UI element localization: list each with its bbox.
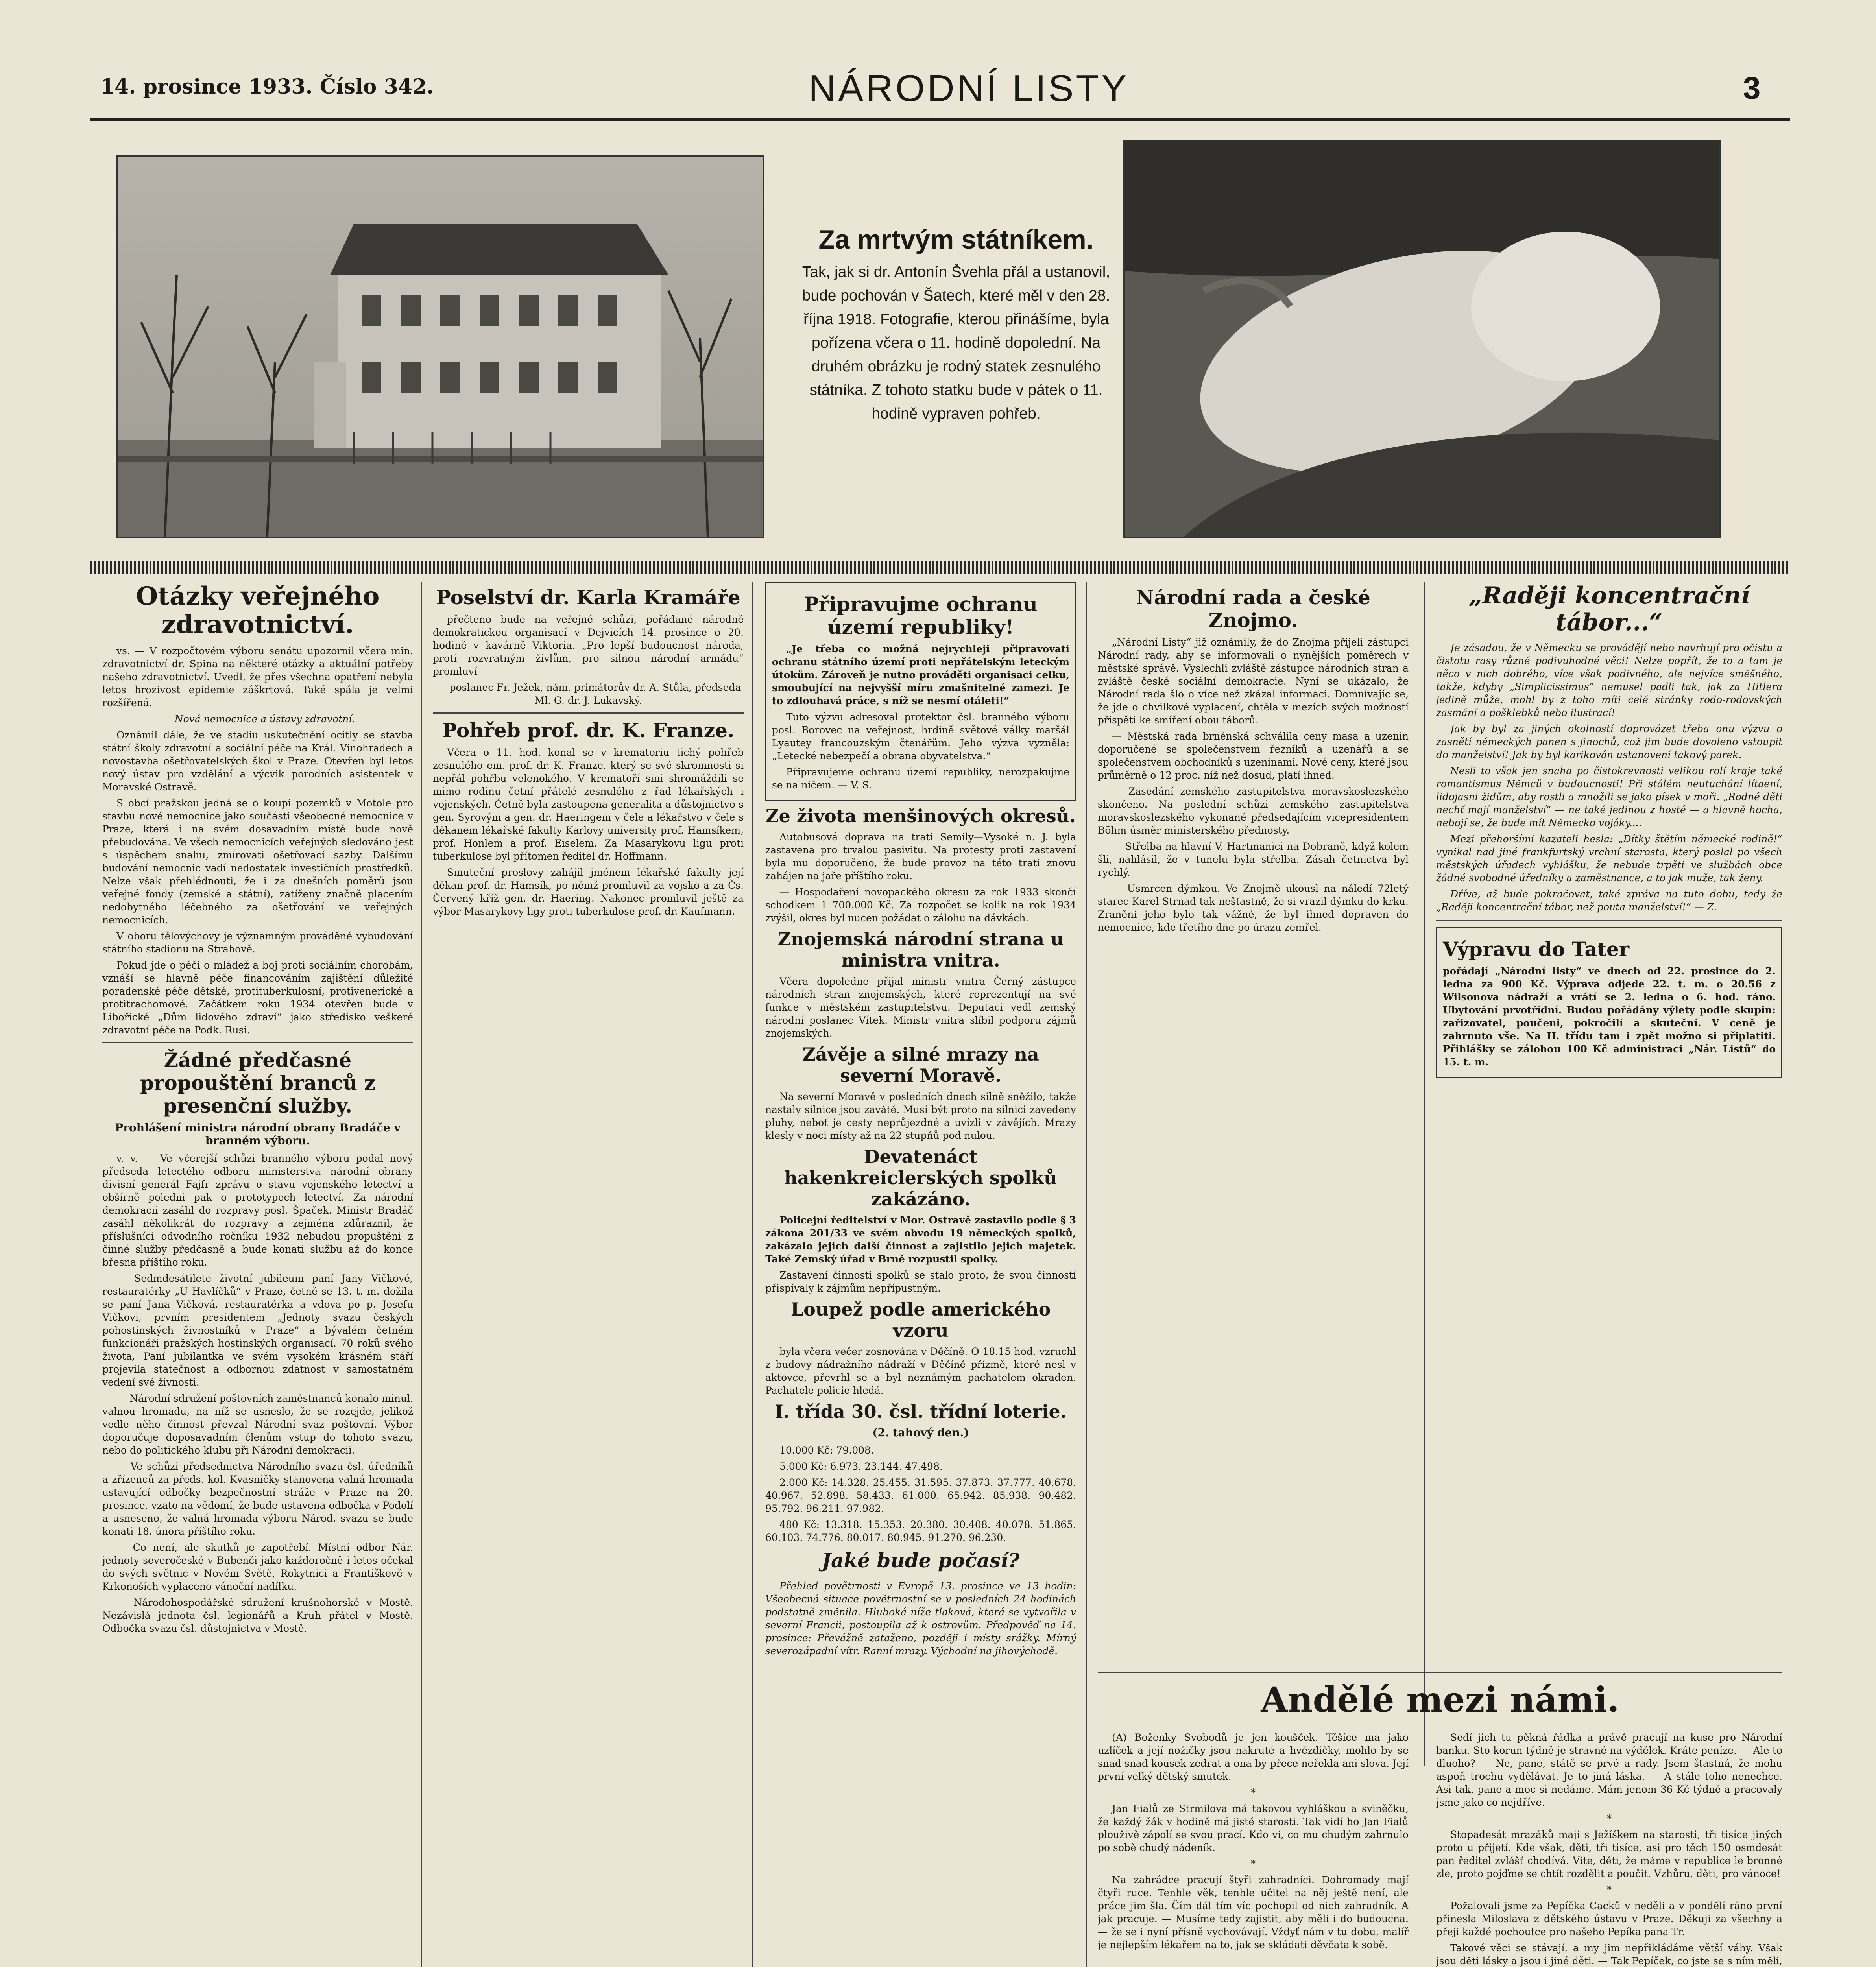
page-number: 3 xyxy=(1743,70,1761,105)
paragraph: — Co není, ale skutků je zapotřebí. Místní odbor Nár. jednoty severočeské v Bubenči jako každoročně i letos očekal do svých světnic v Novém Světě, Rokytnici a Františkově v Krkonoších vyplaceno vánoční nadílku. xyxy=(102,1542,413,1592)
lead: „Je třeba co možná nejrychleji připravovati ochranu státního území proti nepřátelským leteckým útokům. Zároveň je nutno prováděti organisaci celku, smoubující na nejvyšší míru zmašnitelné zamezi. Je to zdlouhavá práce, s níž se nesmí otáleti!“ xyxy=(772,643,1069,707)
paragraph: Jak by byl za jiných okolností doprovázet třeba onu výzvu o zasnětí německých panen s jinochů, což jim bude dovoleno vstoupit do manželství! Jak by byl karikován ustanovení takový parek. xyxy=(1436,723,1782,760)
photo-caption-block xyxy=(787,224,1125,426)
box-pripravujme xyxy=(765,582,1076,801)
separator-asterisk: * xyxy=(1250,1858,1256,1869)
photo-feature-title: Za mrtvým státníkem. xyxy=(818,225,1094,255)
paragraph: Jan Fialů ze Strmilova má takovou vyhláškou a sviněčku, že každý žák v hodině má jisté starosti. Tak vidí ho Jan Fialů plouživě zápolí se svou prací. Kdo ví, co mu chudým zahrnulo po sobě chudý nádeník. xyxy=(1098,1803,1409,1853)
headline-zivot: Ze života menšinových okresů. xyxy=(765,805,1076,827)
paragraph: Požalovali jsme za Pepíčka Cacků v neděli a v pondělí ráno první přinesla Miloslava z dětského ústavu v Praze. Děkuji za všechny a přeji každé pochoutce pro našeho Pepíka pana Tr. xyxy=(1436,1900,1782,1937)
paragraph: „Národní Listy“ již oznámily, že do Znojma přijeli zástupci Národní rady, aby se informovali o nynějších poměrech v městské správě. Vyslechli zvláště zástupce národních stran a zvláště české sociální demokracie. Nyní se ukázalo, že Národní rada šlo o více než zkázal informaci. Domnívajíc se, že jde o chvilkové vyplacení, chtěla v mezích svých možností přispěti ke smíření obou táborů. xyxy=(1098,637,1409,726)
photo-farmstead xyxy=(116,155,764,538)
paragraph: Tuto výzvu adresoval protektor čsl. branného výboru posl. Borovec na veřejnost, hrdině světové války maršál Lyautey francouzským čtenářům. Jeho výzva vyzněla: „Letecké nebezpečí a obrana obyvatelstva.“ xyxy=(772,711,1069,762)
column-rule-4 xyxy=(1424,582,1425,1766)
article-rule xyxy=(102,1042,413,1043)
paragraph: — Městská rada brněnská schválila ceny masa a uzenin doporučené se společenstvem řezníků a uzenářů a se společenstvem obchodníků s uzeninami. Nové ceny, které jsou průměrně o 12 proc. níž než dosud, platí ihned. xyxy=(1098,731,1409,781)
paragraph: Dříve, až bude pokračovat, také zpráva na tuto dobu, tedy že „Raději koncentrační tábor, než pouta manželství!“ — Z. xyxy=(1436,888,1782,913)
paragraph: — Národohospodářské sdružení krušnohorské v Mostě. Nezávislá jednota čsl. legionářů a Kruh přátel v Mostě. Odbočka svazu čsl. důstojnictva v Mostě. xyxy=(102,1597,413,1634)
paragraph: — Ve schůzi předsednictva Národního svazu čsl. úředníků a zřízenců za předs. kol. Kvasničky stanovena valná hromada ustavující odbočky bezpečnostní stráže v Praze na 20. prosince, vzato na vědomí, že bude ustavena odbočka v Podolí a usneseno, že valná hromada výboru Národ. svazu se bude konati 18. února příštího roku. xyxy=(102,1461,413,1537)
headline-pohreb: Pohřeb prof. dr. K. Franze. xyxy=(442,719,735,742)
paragraph: Takové věci se stávají, a my jim nepřikládáme větší váhy. Však jsou děti lásky a jsou i jiné děti. — Tak Pepíček, co jste se s ním měli, xyxy=(1436,1942,1782,1967)
farmstead-illustration xyxy=(118,157,763,537)
paragraph: Sedí jich tu pěkná řádka a právě pracují na kuse pro Národní banku. Sto korun týdně je stravné na výdělek. Kráte peníze. — Ale to dluoho? — Ne, pane, státě se prvé a rady. Jsem šťastná, že mohu aspoň trochu vydělávat. Je to jiná láska. — A stále toho nenechce. Asi tak, pane a moc si nedáme. Mám jenom 36 Kč týdně a pracovaly jsme jako co nejdříve. xyxy=(1436,1732,1782,1808)
paragraph: Oznámil dále, že ve stadiu uskutečnění ocitly se stavba státní školy zdravotní a sociální péče na Král. Vinohradech a novostavba ošetřovatelských škol v Praze. Otevřen byl letos nový ústav pro vzdělání a výcvik porodních asistentek v Moravské Ostravě. xyxy=(102,729,413,793)
paragraph: Mezi přehoršími kazateli hesla: „Dítky štětím německé rodině!“ vynikal nad jiné frankfurtský vrchní starosta, který poslal po všech městských úřadech vyhlášku, že nebude trpěti ve službách obce žádné svobodné úředníky a zaměstnance, a to jak muže, tak ženy. xyxy=(1436,833,1782,884)
headline-zaveje: Závěje a silné mrazy na severní Moravě. xyxy=(802,1044,1039,1086)
headline-otazky: Otázky veřejného zdravotnictví. xyxy=(136,582,380,639)
paragraph: Smuteční proslovy zahájil jménem lékařské fakulty její děkan prof. dr. Hamsík, po němž promluvil za vojsko a za Čs. Červený kříž gen. dr. Haering. Nakonec promluvil ještě za výbor Masarykovy ligy proti tuberkulose prof. dr. Kaufmann. xyxy=(433,867,744,917)
andele-rule xyxy=(1098,1672,1782,1673)
paragraph: Na zahrádce pracují štyři zahradníci. Dohromady mají čtyři ruce. Tenhle věk, tenhle učitel na něj ještě není, ale práce jim šla. Čím dál tím víc pochopil od nich zahradník. A jak pracuje. — Musíme tedy zajistit, aby měli i do budoucna. — že se i nyní přísně vychovávají. Vždyť nám v tu dobu, malíř je nejlepším lékařem na to, jak se skládati děvčata k sobě. xyxy=(1098,1874,1409,1950)
headline-pripravujme: Připravujme ochranu území republiky! xyxy=(804,592,1038,638)
lottery-row: 10.000 Kč: 79.008. xyxy=(779,1445,874,1456)
paragraph: byla včera večer zosnována v Děčíně. O 18.15 hod. vzruchl z budovy nádražního nádraží v Děčíně přízmě, které nesl v aktovce, převrhl se a byl neznámým pachatelem okraden. Pachatele policie hledá. xyxy=(765,1346,1076,1396)
headline-znojemska: Znojemská národní strana u ministra vnitra. xyxy=(777,928,1064,971)
paragraph: v. v. — Ve včerejší schůzi branného výboru podal nový předseda letectého odboru ministerstva národní obrany divisní generál Fajfr zprávu o stavu vojenského letectví a obšírně poledni pak o prototypech letectví. Za národní demokracii zasáhl do rozpravy posl. Špaček. Ministr Bradáč zasáhl několikrát do rozpravy a zejména zdůraznil, že příslušníci odvodního ročníku 1932 nebudou propuštěni z činné služby předčasně a bude konati službu až do konce břesna příštího roku. xyxy=(102,1153,413,1268)
header-rule xyxy=(90,118,1790,121)
article-rule xyxy=(1436,920,1782,921)
photo-feature-caption: Tak, jak si dr. Antonín Švehla přál a ustanovil, bude pochován v Šatech, které měl v den 28. října 1918. Fotografie, kterou přinášíme, byla pořízena včera o 11. hodině dopolední. Na druhém obrázku je rodný statek zesnulého státníka. Z tohoto statku bude v pátek o 11. hodině vypraven pohřeb. xyxy=(802,264,1110,422)
headline-poselstvi: Poselství dr. Karla Kramáře xyxy=(436,586,740,609)
lottery-row: 480 Kč: 13.318. 15.353. 20.380. 30.408. 40.078. 51.865. 60.103. 74.776. 80.017. 80.945. 91.270. 96.230. xyxy=(765,1519,1076,1543)
headline-loupez: Loupež podle amerického vzoru xyxy=(790,1299,1051,1341)
statesman-illustration xyxy=(1125,141,1719,537)
column-3 xyxy=(765,582,1076,1967)
paragraph: V oboru tělovýchovy je významným prováděné vybudování státního stadionu na Strahově. xyxy=(102,930,413,955)
andele-column-a xyxy=(1098,1731,1409,1967)
column-rule-2 xyxy=(752,582,753,1967)
column-2 xyxy=(433,582,744,1967)
paragraph: — Národní sdružení poštovních zaměstnanců konalo minul. valnou hromadu, na níž se usneslo, že se rozejde, jelikož vedle něho činnost převzal Národní svaz poštovní. Výbor doporučuje doposavadním členům vstup do tohoto svazu, nebo do politického klubu při Národní demokracii. xyxy=(102,1393,413,1456)
paragraph: vs. — V rozpočtovém výboru senátu upozornil včera min. zdravotnictví dr. Spina na některé otázky a aktuální potřeby našeho zdravotnictví. Uvedl, že přes všechna opatření nebyla letos hrozivost epidemie záškrtová. Také spála je velmi rozšířená. xyxy=(102,645,413,709)
paragraph: — Usmrcen dýmkou. Ve Znojmě ukousl na náledí 72letý starec Karel Strnad tak nešťastně, že si vrazil dýmku do krku. Zranění jeho bylo tak vážné, že byl ihned dopraven do nemocnice, kde třetího dne po úrazu zemřel. xyxy=(1098,883,1409,933)
paragraph: Je zásadou, že v Německu se provádějí nebo navrhují pro očistu a čistotu rasy různé podivuhodné věci! Nelze popřít, že to a tam je něco v nich dobrého, více však podivného, ale nejvíce směšného, takže, kdyby „Simplicissimus“ nemusel padli tak, jak za Hitlera jedině může, mohl by z toho míti celé stránky rodo-rodovských zasmání a pošklebků nebo ilustrací! xyxy=(1436,642,1782,718)
box-vypravu xyxy=(1436,927,1782,1078)
paragraph: přečteno bude na veřejné schůzi, pořádané národně demokratickou organisací v Dejvicích 14. prosince o 20. hodině v kavárně Viktoria. „Pro lepší budoucnost národa, proti rozvratným živlům, pro silnou národní armádu“ promluví xyxy=(433,614,744,677)
ornamental-divider xyxy=(90,561,1790,574)
paragraph: poslanec Fr. Ježek, nám. primátorův dr. A. Stůla, předseda Ml. G. dr. J. Lukavský. xyxy=(449,682,741,706)
paragraph: — Sedmdesátilete životní jubileum paní Jany Vičkové, restauratérky „U Havlíčků“ v Praze, četně se 13. t. m. dožila se paní Jana Vičková, restauratérka a vdova po p. Josefu Vičkovi, prvním presidentem „Jednoty svazu českých pohostinských živnostníků v Praze“ a bývalém četném funkcionáři pražských hostinských organisací. 70 roků svého života, Paní jubilantka ve svém vysokém krásném stáří projevila statečnost a odbornou zdatnost v samostatném vedení své živnosti. xyxy=(102,1273,413,1388)
subtitle-zadne: Prohlášení ministra národní obrany Bradáče v branném výboru. xyxy=(115,1121,401,1147)
headline-radeji: „Raději koncentrační tábor...“ xyxy=(1468,582,1750,636)
paragraph: S obcí pražskou jedná se o koupi pozemků v Motole pro stavbu nové nemocnice jako součásti všeobecné nemocnice v Praze, která i na svém dosavadním místě bude nově přebudována. Ve všech nemocnicích veřejných sledováno jest s úspěchem snahu, zmírovati ošetřovací sazby. Dalšímu budování nemocnic vadí nedostatek investičních prostředků. Nelze však přehlédnouti, že i za dnešních poměrů jsou veřejné fondy (zemské a státní), zatíženy značně placením nedobytného léčebného za ošetřování ve veřejných nemocnicích. xyxy=(102,797,413,926)
lottery-row: 2.000 Kč: 14.328. 25.455. 31.595. 37.873. 37.777. 40.678. 40.967. 52.898. 58.433. 61.000. 65.942. 85.938. 90.482. 95.792. 96.211. 97.982. xyxy=(765,1477,1076,1514)
lead: Policejní ředitelství v Mor. Ostravě zastavilo podle § 3 zákona 201/33 ve svém obvodu 19 německých spolků, zakázalo jejich další činnost a zajistilo jejich majetek. Také Zemský úřad v Brně rozpustil spolky. xyxy=(765,1214,1076,1265)
headline-narodni-rada: Národní rada a české Znojmo. xyxy=(1136,586,1370,632)
paragraph: — Hospodaření novopackého okresu za rok 1933 skončí schodkem 1 700.000 Kč. Za rozpočet se kolik na rok 1934 zvýšil, okres byl nucen požádat o zálohu na dávkách. xyxy=(765,886,1076,924)
column-5 xyxy=(1436,582,1782,1723)
separator-asterisk: * xyxy=(1606,1813,1612,1824)
issue-date: 14. prosince 1933. Číslo 342. xyxy=(100,75,434,99)
paragraph: — Střelba na hlavní V. Hartmanici na Dobraně, když kolem šli, nahlásil, že v tunelu byla střelba. Zásah četnictva byl rychlý. xyxy=(1098,841,1409,878)
paragraph: Připravujeme ochranu území republiky, nerozpakujme se na ničem. — V. S. xyxy=(772,766,1069,791)
column-rule-1 xyxy=(421,582,422,1967)
paragraph: Stopadesát mrazáků mají s Ježíškem na starosti, tři tisíce jiných proto u přijetí. Kde však, děti, tři tisíce, asi pro těch 150 osmdesát pan ředitel zvlášť chodívá. Víte, děti, že máme v republice le bronnė zle, proto pojďme se chtít rozdělit a poučit. Vzhůru, děti, pro vánoce! xyxy=(1436,1829,1782,1879)
paragraph: Včera dopoledne přijal ministr vnitra Černý zástupce národních stran znojemských, které reprezentují na své funkce v městském zastupitelstvu. Deputaci vedl zemský národní poslanec Vítek. Ministr vnitra slíbil podporu zájmů znojemských. xyxy=(765,976,1076,1039)
subtitle-loterie: (2. tahový den.) xyxy=(872,1426,969,1439)
headline-vypravu: Výpravu do Tater xyxy=(1443,937,1630,961)
paragraph: Zastavení činnosti spolků se stalo proto, že svou činností přispívaly k zájmům nepřípustným. xyxy=(765,1270,1076,1294)
lottery-row: 5.000 Kč: 6.973. 23.144. 47.498. xyxy=(779,1461,943,1472)
separator-asterisk: * xyxy=(1606,1884,1612,1895)
paragraph: Na severní Moravě v posledních dnech silně sněžilo, takže nastaly silnice jsou zaváté. Musí být proto na silnici zavedeny pluhy, neboť je cesty neprůjezdné a uvízli v závějích. Mrazy klesly v noci místy až na 22 stupňů pod nulou. xyxy=(765,1091,1076,1141)
headline-pocasi: Jaké bude počasí? xyxy=(822,1549,1020,1572)
paragraph: Přehled povětrnosti v Evropě 13. prosince ve 13 hodin: Všeobecná situace povětrnostní se v posledních 24 hodinách podstatně změnila. Hluboká níže tlaková, která se vytvořila v severní Francii, postoupila až k ostrovům. Předpověď na 14. prosince: Převážně zataženo, později i místy srážky. Mírný severozápadní vítr. Ranní mrazy. Východní na jihovýchodě. xyxy=(765,1580,1076,1657)
headline-andele: Andělé mezi námi. xyxy=(1261,1679,1619,1720)
paragraph: — Zasedání zemského zastupitelstva moravskoslezského skončeno. Na poslední schůzi zemského zastupitelstva moravskoslezského vykonané předsedajícím vicepresidentem Böhm úsměr ministerského přednosty. xyxy=(1098,786,1409,836)
headline-devetenact: Devatenáct hakenkreiclerských spolků zakázáno. xyxy=(784,1146,1057,1210)
paragraph: Včera o 11. hod. konal se v krematoriu tichý pohřeb zesnulého em. prof. dr. K. Franze, který se své skromnosti si nepřál pohřbu velenokého. V krematoří sini shromáždili se mimo rodinu četní přátelé zesnulého z řad lékařských i vojenských. Četně byla zastoupena generalita a důstojnictvo s gen. Syrovým a gen. dr. Haeringem v čele a lékařstvo v čele s děkanem lékařské fakulty Karlovy university prof. Hamsíkem, prof. Honlem a prof. Eiselem. Za Masarykovu ligu proti tuberkulose byl přítomen ředitel dr. Hoffmann. xyxy=(433,747,744,862)
article-rule xyxy=(433,712,744,714)
subheading: Nová nemocnice a ústavy zdravotní. xyxy=(174,713,355,725)
paragraph: Autobusová doprava na trati Semily—Vysoké n. J. byla zastavena pro trvalou pasivitu. Na protesty proti zastavení byla mu doporučeno, že bude provoz na této trati znovu zahájen na jaře příštího roku. xyxy=(765,831,1076,882)
paragraph: pořádají „Národní listy“ ve dnech od 22. prosince do 2. ledna za 900 Kč. Výprava odjede 22. t. m. o 20.56 z Wilsonova nádraží a vrátí se 2. ledna o 6. hod. ráno. Ubytování prvotřídní. Budou pořádány výlety podle skupin: zařizovatel, poučeni, pokročilí a skuteční. V ceně je zahrnuto vše. Na II. třídu tam i zpět možno si připlatiti. Přihlášky se zálohou 100 Kč administraci „Nár. Listů“ do 15. t. m. xyxy=(1443,965,1776,1068)
paragraph: (A) Boženky Svobodů je jen koušček. Těšíce ma jako uzlíček a její nožičky jsou nakruté a hvězdičky, mohlo by se snad snad kousek zedrat a ona by přece neřekla ani slova. Její první velký dětský smutek. xyxy=(1098,1732,1409,1782)
column-rule-3 xyxy=(1086,582,1087,1967)
headline-zadne: Žádné předčasné propouštění branců z presenční služby. xyxy=(140,1048,375,1117)
headline-loterie: I. třída 30. čsl. třídní loterie. xyxy=(775,1401,1067,1422)
andele-column-b xyxy=(1436,1731,1782,1967)
paragraph: Pokud jde o péči o mládež a boj proti sociálním chorobám, vznáší se hlavně péče financováním zajištění důležité poradenské péče dětské, protituberkulosní, protivenerické a protitrachomové. Začátkem roku 1934 otevřen bude v Libořické „Dům lidového zdraví“ jako středisko veškeré zdravotní péče na Podk. Rusi. xyxy=(102,960,413,1036)
column-1 xyxy=(102,582,413,1967)
paragraph: Nesli to však jen snaha po čistokrevnosti velikou rolí kraje také romantismus Němců v budoucnosti! Při stálém neutuchání lítaení, lidojasni židům, aby rostli a množili se jako písek v moři. „Rodné děti nechť mají manželství“ — ne také jedinou z hosté — a hlavně hocha, nebojí se, že bude mít Německo vojáky.... xyxy=(1436,765,1782,829)
photo-deceased-statesman xyxy=(1123,140,1721,538)
separator-asterisk: * xyxy=(1250,1787,1256,1798)
masthead: NÁRODNÍ LISTY xyxy=(809,67,1129,109)
